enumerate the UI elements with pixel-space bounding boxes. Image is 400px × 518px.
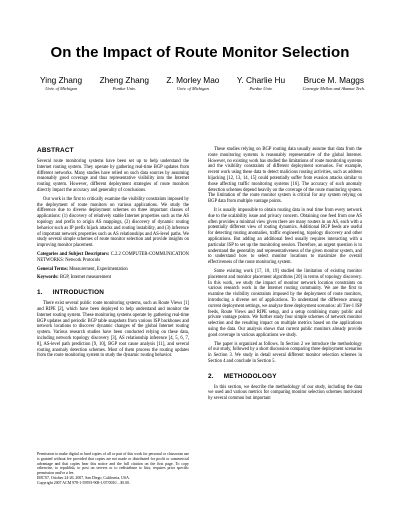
body-paragraph: The paper is organized as follows. In Section 2 we introduce the methodology of our study, followed by a short discussion comparing three deployment scenarios in Section 3. We study in detail several different monitor selection schemes in Section 4 and conclude in Section 5. — [208, 341, 362, 364]
author-affiliation: Purdue Univ. — [249, 86, 273, 91]
author-name: Y. Charlie Hu — [236, 75, 286, 85]
right-column — [208, 147, 362, 405]
author-affiliation: Univ. of Michigan — [177, 86, 209, 91]
abstract-heading: ABSTRACT — [37, 147, 74, 154]
copyright-line: Copyright 2007 ACM 978-1-59593-908-1/07/0010 ...$5.00. — [37, 480, 131, 485]
categories-label: Categories and Subject Descriptors: — [37, 251, 110, 257]
section-number: 1. — [37, 289, 43, 297]
author-name: Ying Zhang — [40, 75, 83, 85]
author-block — [40, 75, 82, 91]
copyright-footnote — [37, 452, 189, 486]
section-title: METHODOLOGY — [223, 372, 277, 380]
author-block — [303, 75, 365, 91]
body-paragraph: Some existing work [17, 18, 19] studied the limitation of existing monitor placement and monitor placement algorithms [20] in terms of topology discovery. In this work, we study the impact of monitor network location constraints on various research work in the Internet routing community. We are the first to examine the visibility constraints imposed by the deployment of route monitors, introducing a diverse set of applications. To understand the difference among current deployment settings, we analyze three deployment scenarios: all Tier-1 ISP feeds, Route Views and RIPE setup, and a setup combining many public and private vantage points. We further study four simple schemes of network monitor selection and the resulting impact on multiple metrics based on the applications using the data. Our analysis shows that current public monitors already provide good coverage in various applications we study. — [208, 268, 362, 338]
keywords-line — [37, 275, 189, 281]
author-name: Z. Morley Mao — [166, 75, 220, 85]
paper-title: On the Impact of Route Monitor Selection — [50, 44, 350, 61]
general-terms-text: Measurement, Experimentation — [69, 266, 128, 272]
author-affiliation: Carnegie Mellon and Akamai Tech. — [302, 86, 365, 91]
author-affiliation: Univ. of Michigan — [45, 86, 77, 91]
abstract-paragraph: Our work is the first to critically examine the visibility constraints imposed by the deployment of route monitors on various applications. We study the difference due to diverse deployment schemes on three important classes of applications: (1) discovery of relatively stable Internet properties such as the AS topology and prefix to origin AS mappings, (2) discovery of dynamic routing behavior such as IP prefix hijack attacks and routing instability, and (3) inference of important network properties such as AS relationships and AS-level paths. We study several simple schemes of route monitor selection and provide insights on improving monitor placement. — [37, 196, 189, 249]
section-title: INTRODUCTION — [52, 289, 105, 297]
section-number: 2. — [208, 372, 214, 380]
general-terms-label: General Terms: — [37, 266, 69, 272]
methodology-paragraph: In this section, we describe the methodology of our study, including the data we used and various metrics for comparing monitor selection schemes motivated by several common but important — [208, 384, 362, 402]
abstract-paragraph: Several route monitoring systems have been set up to help understand the Internet routing system. They operate by gathering real-time BGP updates from different networks. Many studies have relied on such data sources by assuming reasonably good coverage and thus representative visibility into the Internet routing system. However, different deployment strategies of route monitors directly impact the accuracy and generality of conclusions. — [37, 159, 189, 193]
body-paragraph: These studies relying on BGP routing data usually assume that data from the route monitoring systems is reasonably representative of the global Internet. However, no existing work has studied the limitations of route monitoring systems and the visibility constraints of different deployment scenarios. For example, recent work using these data to detect malicious routing activities, such as address hijacking [12, 13, 14, 15] could potentially suffer from evasion attacks similar to those affecting traffic monitoring systems [16]. The accuracy of such anomaly detection schemes depend heavily on the coverage of the route monitoring system. The limitation of the route monitor system is critical for any system relying on BGP data from multiple vantage points. — [208, 147, 362, 205]
categories-line — [37, 252, 189, 264]
methodology-heading — [208, 373, 362, 381]
author-list — [40, 75, 365, 91]
author-name: Zheng Zhang — [99, 75, 149, 85]
permission-text: Permission to make digital or hard copies of all or part of this work for personal or classroom use is granted without fee provided that copies are not made or distributed for profit or commercial advantage and that copies bear this notice and the full citation on the first page. To copy otherwise, to republish, to post on servers or to redistribute to lists, requires prior specific permission and/or a fee. — [37, 452, 189, 476]
categories-text: C.2.2 COMPUTER-COMMUNICATION NETWORKS: Network Protocols — [37, 251, 189, 263]
general-terms-line — [37, 267, 189, 273]
body-paragraph: It is usually impossible to obtain routing data in real time from every network due to the scalability issue and privacy concern. Obtaining one feed from one AS often provides a minimal view given there are many routers in an AS, each with a potentially different view of routing dynamics. Additional BGP feeds are useful for detecting routing anomalies, traffic engineering, topology discovery and other applications. But adding an additional feed usually requires interacting with a particular ISP to set up the monitoring session. Therefore, an urgent question is to understand the generality and representativeness of the given monitor system, and to understand how to select monitor locations to maximize the overall effectiveness of the route monitoring system. — [208, 207, 362, 266]
keywords-text: BGP, Internet measurement — [59, 275, 111, 281]
keywords-label: Keywords: — [37, 275, 59, 281]
author-affiliation: Purdue Univ. — [112, 86, 136, 91]
introduction-paragraph: There exist several public route monitoring systems, such as Route Views [1] and RIPE [2], which have been deployed to help understand and monitor the Internet routing system. These monitoring systems operate by gathering real-time BGP updates and periodic BGP table snapshots from various ISP backbones and network locations to discover dynamic changes of the global Internet routing system. Various research studies have been conducted relying on these data, including network topology discovery [3], AS relationship inference [4, 5, 6, 7, 8], AS-level path prediction [9, 10], BGP root cause analysis [11], and several routing anomaly detection schemes. Most of them process the routing updates from the route monitoring system to study the dynamic routing behavior. — [37, 301, 189, 359]
author-block — [166, 75, 219, 91]
author-name: Bruce M. Maggs — [303, 75, 364, 85]
author-block — [100, 75, 149, 91]
left-column — [37, 147, 189, 362]
introduction-heading — [37, 289, 189, 297]
author-block — [237, 75, 285, 91]
conference-line: IMC'07, October 24-26, 2007, San Diego, California, USA. — [37, 475, 130, 480]
